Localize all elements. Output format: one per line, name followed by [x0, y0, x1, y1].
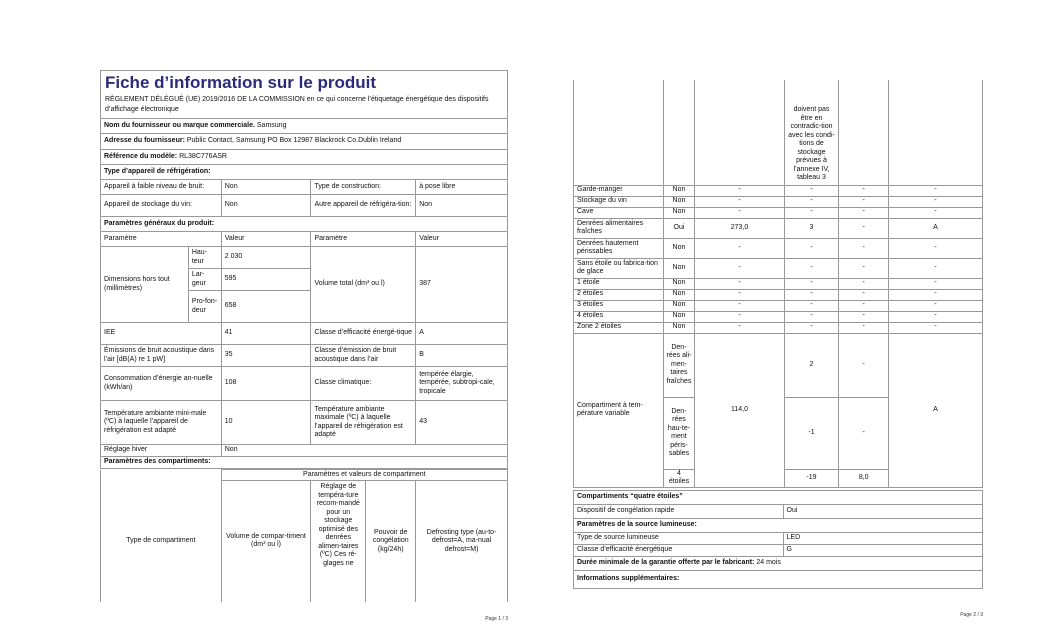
variable-row-1 — [574, 333, 983, 397]
volume-value: 387 — [416, 247, 508, 323]
cell-freeze: - — [839, 196, 889, 207]
table-row — [574, 311, 983, 322]
fast-freeze-row — [574, 504, 983, 518]
cell-name: 4 étoiles — [574, 311, 664, 322]
cell-name: Cave — [574, 207, 664, 218]
regulation-text: RÈGLEMENT DÉLÉGUÉ (UE) 2019/2016 DE LA COMMISSION en ce qui concerne l’étiquetage énergétique des dispositifs d’affichage électronique — [105, 96, 489, 113]
depth-label: Pro-fon-deur — [188, 291, 221, 323]
climate-label: Classe climatique: — [311, 367, 416, 401]
construction-value: à pose libre — [416, 180, 508, 195]
cell-volume: - — [695, 322, 784, 333]
comp-temp-header: Réglage de tempéra-ture recom-mandé pour un stockage optimisé des denrées alimen-taires (ºC) Ces ré-glages ne — [311, 481, 366, 602]
col-value-2: Valeur — [416, 232, 508, 247]
noise-row — [101, 345, 508, 367]
fast-freeze-label: Dispositif de congélation rapide — [574, 504, 784, 518]
table-row — [574, 322, 983, 333]
cell-defrost: - — [888, 238, 982, 258]
low-noise-label: Appareil à faible niveau de bruit: — [101, 180, 222, 195]
variable-sub2-temp: -1 — [784, 397, 839, 469]
light-class-label: Classe d’efficacité énergétique — [574, 544, 784, 556]
noise-class-value: B — [416, 345, 508, 367]
width-value: 595 — [221, 269, 311, 291]
noise-class-label: Classe d’émission de bruit acoustique dans l’air — [311, 345, 416, 367]
four-star-row — [574, 490, 983, 504]
energy-label: Consommation d’énergie an-nuelle (kWh/an) — [101, 367, 222, 401]
page-number: Page 1 / 3 — [485, 616, 508, 622]
wine-label: Appareil de stockage du vin: — [101, 195, 222, 217]
table-row — [574, 218, 983, 238]
cell-flag: Non — [663, 278, 695, 289]
model-value: RL38C776ASR — [179, 152, 227, 160]
cell-freeze: - — [839, 278, 889, 289]
cell-defrost: - — [888, 311, 982, 322]
cell-name: 2 étoiles — [574, 289, 664, 300]
col-param-2: Paramètre — [311, 232, 416, 247]
compartment-rows — [574, 185, 983, 333]
model-label: Référence du modèle: — [104, 152, 178, 160]
max-temp-label: Température ambiante maximale (ºC) à laquelle l’appareil de réfrigération est adapté — [311, 401, 416, 445]
cell-name: Zone 2 étoiles — [574, 322, 664, 333]
comp-freeze-header: Pouvoir de congélation (kg/24h) — [366, 481, 416, 602]
comp-values-heading: Paramètres et valeurs de compartiment — [221, 470, 507, 481]
construction-label: Type de construction: — [311, 180, 416, 195]
type-heading: Type d’appareil de réfrigération: — [101, 165, 508, 180]
cell-flag: Oui — [663, 218, 695, 238]
cell-flag: Non — [663, 258, 695, 278]
min-temp-value: 10 — [221, 401, 311, 445]
height-row — [101, 247, 508, 269]
iee-row — [101, 323, 508, 345]
depth-value: 658 — [221, 291, 311, 323]
continued-text: doivent pas être en contradic-tion avec les condi-tions de stockage prévues à l’annexe IV, tableau 3 — [784, 80, 839, 185]
light-class-row — [574, 544, 983, 556]
variable-sub3: 4 étoiles — [663, 469, 695, 487]
cell-freeze: - — [839, 289, 889, 300]
cell-freeze: - — [839, 218, 889, 238]
cell-freeze: - — [839, 258, 889, 278]
climate-value: tempérée élargie, tempérée, subtropi-cale, tropicale — [416, 367, 508, 401]
extra-row — [574, 570, 983, 588]
height-label: Hau-teur — [188, 247, 221, 269]
comp-header-row — [101, 481, 508, 602]
cell-temp: - — [784, 289, 839, 300]
comp-defrost-header: Defrosting type (au-to-defrost=A, ma-nual defrost=M) — [416, 481, 508, 602]
extra-label: Informations supplémentaires: — [574, 570, 983, 588]
cell-volume: - — [695, 207, 784, 218]
cell-defrost: A — [888, 218, 982, 238]
general-heading: Paramètres généraux du produit: — [101, 217, 508, 232]
supplier-row — [101, 119, 508, 134]
eff-class-value: A — [416, 323, 508, 345]
light-type-label: Type de source lumineuse — [574, 532, 784, 544]
address-value: Public Contact, Samsung PO Box 12987 Blackrock Co.Dublin Ireland — [186, 137, 402, 145]
warranty-row — [574, 556, 983, 570]
cell-name: 3 étoiles — [574, 300, 664, 311]
cell-name: Garde-manger — [574, 185, 664, 196]
warranty-label: Durée minimale de la garantie offerte par le fabricant: — [577, 558, 755, 566]
page-title: Fiche d’information sur le produit — [105, 73, 377, 92]
other-label: Autre appareil de réfrigéra-tion: — [311, 195, 416, 217]
variable-sub2-freeze: - — [839, 397, 889, 469]
light-class-value: G — [783, 544, 982, 556]
cell-defrost: - — [888, 185, 982, 196]
continued-row — [574, 80, 983, 185]
cell-name: Denrées hautement périssables — [574, 238, 664, 258]
wine-row — [101, 195, 508, 217]
winter-value: Non — [221, 445, 507, 457]
cell-volume: - — [695, 300, 784, 311]
comp-volume-header: Volume de compar-timent (dm³ ou l) — [221, 481, 311, 602]
cell-temp: - — [784, 185, 839, 196]
eff-class-label: Classe d’efficacité énergé-tique — [311, 323, 416, 345]
cell-flag: Non — [663, 238, 695, 258]
cell-volume: - — [695, 196, 784, 207]
cell-defrost: - — [888, 207, 982, 218]
warranty-value: 24 mois — [756, 558, 781, 566]
max-temp-value: 43 — [416, 401, 508, 445]
cell-volume: - — [695, 278, 784, 289]
iee-label: IEE — [101, 323, 222, 345]
table-row — [574, 278, 983, 289]
cell-volume: - — [695, 311, 784, 322]
low-noise-row — [101, 180, 508, 195]
variable-defrost: A — [888, 333, 982, 487]
other-value: Non — [416, 195, 508, 217]
cell-defrost: - — [888, 289, 982, 300]
page-number: Page 2 / 3 — [960, 612, 983, 618]
cell-freeze: - — [839, 207, 889, 218]
cell-freeze: - — [839, 322, 889, 333]
light-type-row — [574, 532, 983, 544]
table-row — [574, 185, 983, 196]
comp-type-header: Type de compartiment — [101, 481, 222, 602]
cell-defrost: - — [888, 300, 982, 311]
compartment-table — [573, 80, 983, 488]
cell-flag: Non — [663, 196, 695, 207]
cell-temp: - — [784, 207, 839, 218]
cell-name: Denrées alimentaires fraîches — [574, 218, 664, 238]
param-header-row — [101, 232, 508, 247]
cell-flag: Non — [663, 322, 695, 333]
table-row — [574, 300, 983, 311]
cell-flag: Non — [663, 289, 695, 300]
col-param-1: Paramètre — [101, 232, 222, 247]
cell-defrost: - — [888, 322, 982, 333]
compartment-header-table — [100, 469, 508, 602]
cell-flag: Non — [663, 185, 695, 196]
cell-name: 1 étoile — [574, 278, 664, 289]
cell-volume: - — [695, 289, 784, 300]
iee-value: 41 — [221, 323, 311, 345]
energy-row — [101, 367, 508, 401]
variable-sub3-temp: -19 — [784, 469, 839, 487]
cell-freeze: - — [839, 311, 889, 322]
cell-volume: - — [695, 238, 784, 258]
variable-sub1-freeze: - — [839, 333, 889, 397]
cell-defrost: - — [888, 278, 982, 289]
cell-temp: 3 — [784, 218, 839, 238]
winter-row — [101, 445, 508, 457]
cell-flag: Non — [663, 207, 695, 218]
light-type-value: LED — [783, 532, 982, 544]
cell-freeze: - — [839, 185, 889, 196]
compartments-heading-row — [101, 457, 508, 469]
comp-values-heading-row — [101, 470, 508, 481]
table-row — [574, 207, 983, 218]
variable-sub2: Den-rées hau-te-ment péris-sables — [663, 397, 695, 469]
table-row — [574, 238, 983, 258]
cell-temp: - — [784, 278, 839, 289]
cell-flag: Non — [663, 311, 695, 322]
type-heading-row — [101, 165, 508, 180]
four-star-heading: Compartiments “quatre étoiles” — [574, 490, 983, 504]
model-row — [101, 150, 508, 165]
table-row — [574, 258, 983, 278]
height-value: 2 030 — [221, 247, 311, 269]
cell-defrost: - — [888, 258, 982, 278]
light-heading-row — [574, 518, 983, 532]
address-row — [101, 134, 508, 150]
cell-temp: - — [784, 258, 839, 278]
noise-label: Émissions de bruit acoustique dans l’air [dB(A) re 1 pW] — [101, 345, 222, 367]
cell-freeze: - — [839, 300, 889, 311]
cell-freeze: - — [839, 238, 889, 258]
address-label: Adresse du fournisseur: — [104, 137, 185, 145]
variable-sub3-freeze: 8,0 — [839, 469, 889, 487]
wine-value: Non — [221, 195, 311, 217]
cell-temp: - — [784, 238, 839, 258]
cell-temp: - — [784, 300, 839, 311]
low-noise-value: Non — [221, 180, 311, 195]
compartments-heading: Paramètres des compartiments: — [101, 457, 508, 469]
min-temp-label: Température ambiante mini-male (ºC) à laquelle l’appareil de réfrigération est adapté — [101, 401, 222, 445]
fast-freeze-value: Oui — [783, 504, 982, 518]
page-1 — [100, 0, 508, 630]
extra-info-table — [573, 490, 983, 589]
cell-temp: - — [784, 311, 839, 322]
cell-temp: - — [784, 196, 839, 207]
variable-volume: 114,0 — [695, 333, 784, 487]
variable-sub1-temp: 2 — [784, 333, 839, 397]
volume-label: Volume total (dm³ ou l) — [311, 247, 416, 323]
general-heading-row — [101, 217, 508, 232]
width-label: Lar-geur — [188, 269, 221, 291]
variable-sub1: Den-rées ali-men-taires fraîches — [663, 333, 695, 397]
cell-name: Stockage du vin — [574, 196, 664, 207]
cell-volume: - — [695, 185, 784, 196]
dims-label: Dimensions hors tout (millimètres) — [101, 247, 189, 323]
cell-flag: Non — [663, 300, 695, 311]
table-row — [574, 289, 983, 300]
variable-name: Compartiment à tem-pérature variable — [574, 333, 664, 487]
table-row — [574, 196, 983, 207]
noise-value: 35 — [221, 345, 311, 367]
col-value-1: Valeur — [221, 232, 311, 247]
cell-defrost: - — [888, 196, 982, 207]
energy-value: 108 — [221, 367, 311, 401]
winter-label: Réglage hiver — [101, 445, 222, 457]
cell-name: Sans étoile ou fabrica-tion de glace — [574, 258, 664, 278]
page-2 — [573, 0, 983, 630]
cell-temp: - — [784, 322, 839, 333]
product-info-table — [100, 118, 508, 469]
temp-row — [101, 401, 508, 445]
supplier-value: Samsung — [256, 121, 287, 129]
supplier-label: Nom du fournisseur ou marque commerciale. — [104, 121, 255, 129]
light-heading: Paramètres de la source lumineuse: — [574, 518, 983, 532]
cell-volume: - — [695, 258, 784, 278]
cell-volume: 273,0 — [695, 218, 784, 238]
